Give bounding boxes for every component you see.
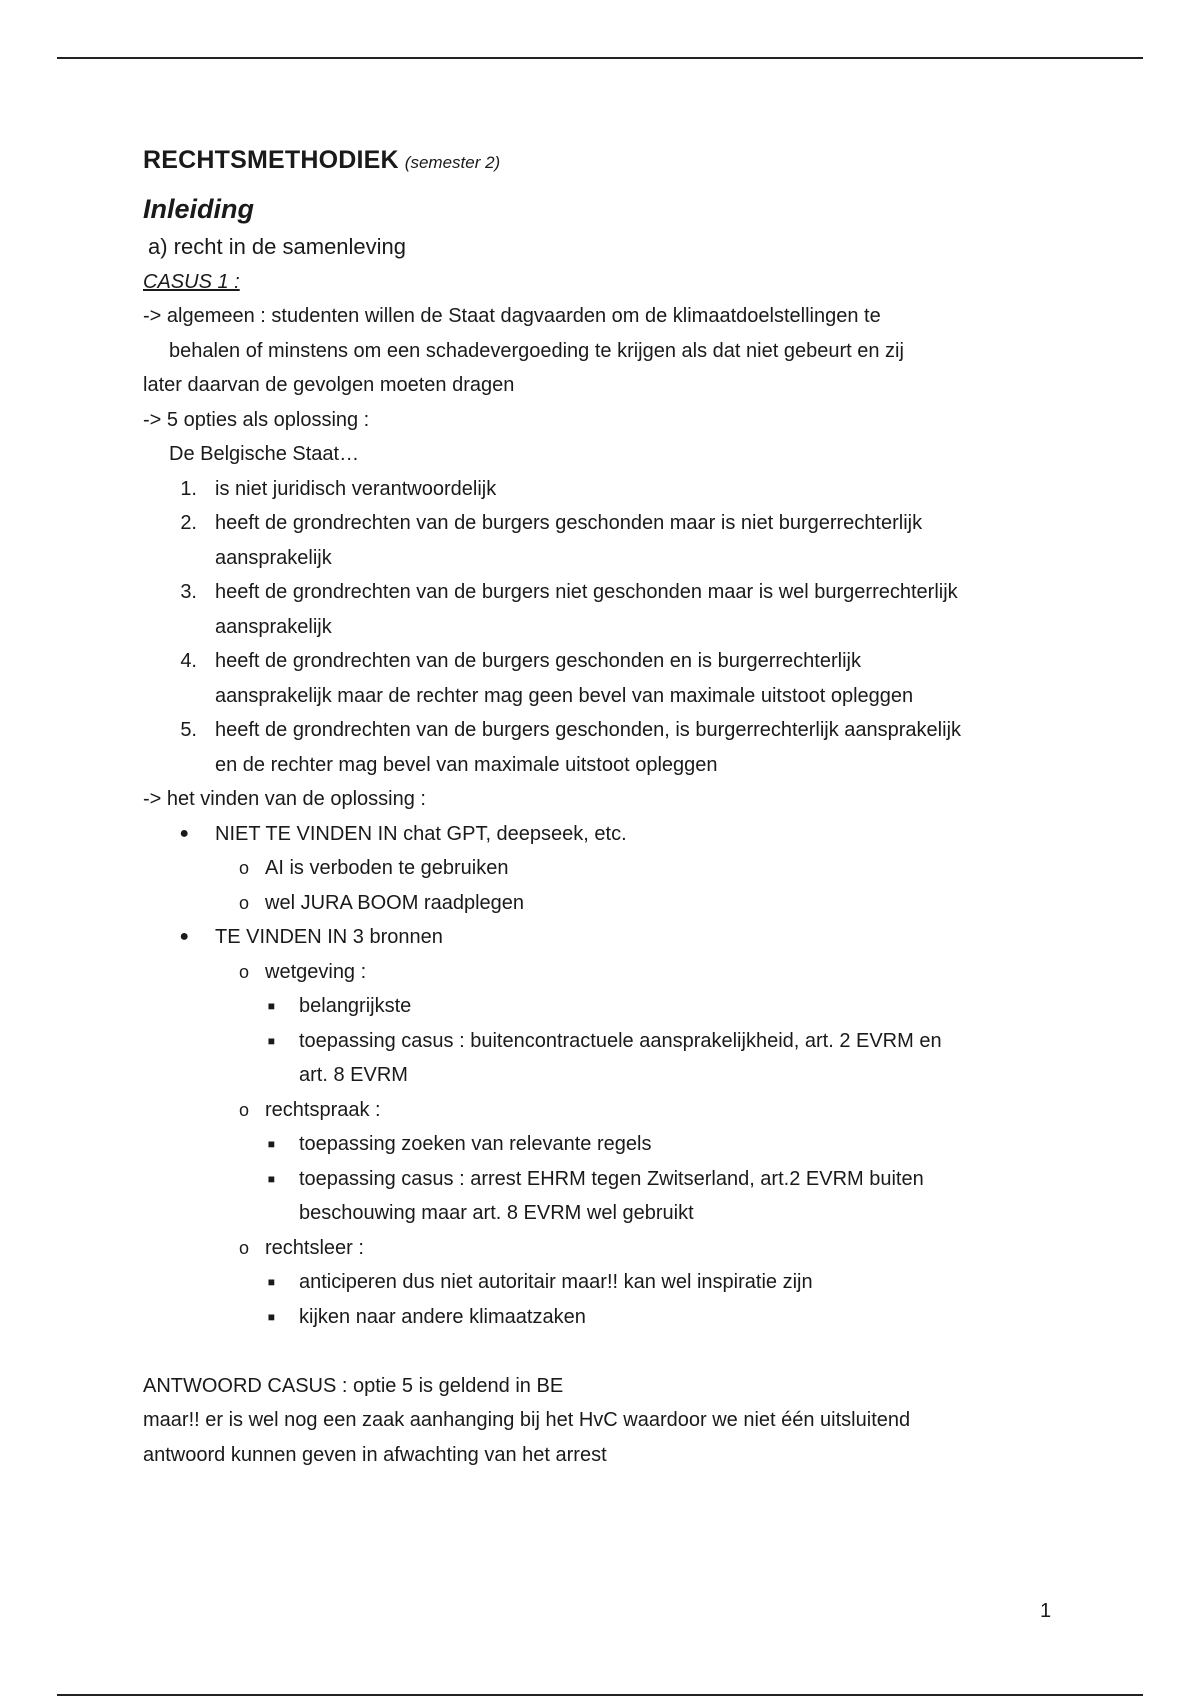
bullet-text: toepassing casus : buitencontractuele aansprakelijkheid, art. 2 EVRM en (299, 1029, 942, 1052)
option-item (143, 472, 1083, 507)
intro-line: -> algemeen : studenten willen de Staat dagvaarden om de klimaatdoelstellingen te (143, 305, 881, 327)
footer-rule (57, 1694, 1143, 1696)
option-item (143, 575, 1083, 610)
list-item (143, 1265, 1083, 1300)
bullet-text-cont: beschouwing maar art. 8 EVRM wel gebruikt (299, 1202, 694, 1224)
option-text: is niet juridisch verantwoordelijk (215, 477, 497, 500)
finding-header: -> het vinden van de oplossing : (143, 788, 426, 810)
bullet-icon: ● (179, 824, 189, 842)
list-item (143, 1093, 1083, 1128)
option-text: heeft de grondrechten van de burgers niet geschonden maar is wel burgerrechterlijk (215, 581, 958, 603)
square-bullet-icon: ■ (267, 1033, 275, 1048)
bullet-text: wel JURA BOOM raadplegen (265, 891, 525, 914)
section-heading: Inleiding (143, 194, 254, 224)
square-bullet-icon: ■ (267, 1171, 275, 1186)
list-item (143, 851, 1083, 886)
answer-line: ANTWOORD CASUS : optie 5 is geldend in BE (143, 1374, 564, 1397)
option-text: heeft de grondrechten van de burgers geschonden en is burgerrechterlijk (215, 650, 861, 672)
option-text-cont: aansprakelijk maar de rechter mag geen bevel van maximale uitstoot opleggen (215, 684, 914, 707)
list-item (143, 1300, 1083, 1335)
option-number: 2. (180, 512, 197, 534)
document-title (143, 146, 1083, 188)
intro-line: later daarvan de gevolgen moeten dragen (143, 374, 515, 396)
option-item (143, 506, 1083, 541)
bullet-text: NIET TE VINDEN IN chat GPT, deepseek, etc. (215, 822, 627, 845)
bullet-text: kijken naar andere klimaatzaken (299, 1305, 586, 1328)
square-bullet-icon: ■ (267, 1275, 275, 1289)
square-bullet-icon: ■ (267, 999, 275, 1013)
bullet-text: anticiperen dus niet autoritair maar!! kan wel inspiratie zijn (299, 1271, 813, 1293)
option-number: 1. (180, 477, 197, 500)
circle-bullet-icon: o (238, 858, 249, 878)
answer-line: antwoord kunnen geven in afwachting van het arrest (143, 1443, 607, 1466)
header-rule (57, 57, 1143, 59)
list-item (143, 920, 1083, 955)
intro-line: behalen of minstens om een schadevergoeding te krijgen als dat niet gebeurt en zij (169, 339, 904, 362)
option-item (143, 644, 1083, 679)
list-item (143, 1024, 1083, 1059)
title-main: RECHTSMETHODIEK (143, 146, 399, 174)
list-item (143, 955, 1083, 990)
option-text-cont: aansprakelijk (215, 615, 332, 638)
bullet-text: belangrijkste (299, 995, 412, 1017)
list-item (143, 1127, 1083, 1162)
square-bullet-icon: ■ (267, 1137, 275, 1151)
spacer (143, 1334, 1083, 1369)
document-page (143, 146, 1083, 1472)
option-number: 3. (180, 581, 197, 603)
circle-bullet-icon: o (238, 892, 249, 913)
circle-bullet-icon: o (238, 1237, 249, 1258)
square-bullet-icon: ■ (267, 1309, 275, 1324)
answer-line: maar!! er is wel nog een zaak aanhanging bij het HvC waardoor we niet één uitsluitend (143, 1409, 911, 1431)
option-text-cont: en de rechter mag bevel van maximale uitstoot opleggen (215, 753, 718, 776)
circle-bullet-icon: o (238, 961, 249, 982)
subsection-heading: a) recht in de samenleving (148, 234, 407, 259)
bullet-text: rechtspraak : (265, 1098, 381, 1121)
bullet-text: toepassing zoeken van relevante regels (299, 1133, 652, 1155)
option-text: heeft de grondrechten van de burgers geschonden maar is niet burgerrechterlijk (215, 512, 923, 534)
title-sub: (semester 2) (404, 153, 501, 172)
options-header: -> 5 opties als oplossing : (143, 408, 370, 431)
page-number: 1 (1040, 1600, 1052, 1622)
casus-label: CASUS 1 : (143, 270, 240, 293)
option-text-cont: aansprakelijk (215, 546, 332, 569)
options-lead: De Belgische Staat… (169, 443, 360, 465)
bullet-text-cont: art. 8 EVRM (299, 1064, 408, 1086)
list-item (143, 817, 1083, 852)
bullet-text: wetgeving : (265, 960, 367, 983)
option-text: heeft de grondrechten van de burgers geschonden, is burgerrechterlijk aansprakelijk (215, 719, 962, 741)
option-item (143, 713, 1083, 748)
list-item (143, 1231, 1083, 1266)
bullet-text: toepassing casus : arrest EHRM tegen Zwitserland, art.2 EVRM buiten (299, 1167, 924, 1190)
bullet-icon: ● (179, 928, 189, 945)
option-number: 5. (180, 719, 197, 741)
bullet-text: TE VINDEN IN 3 bronnen (215, 926, 443, 948)
bullet-text: AI is verboden te gebruiken (265, 857, 509, 879)
option-number: 4. (180, 650, 197, 672)
list-item (143, 989, 1083, 1024)
bullet-text: rechtsleer : (265, 1236, 364, 1259)
circle-bullet-icon: o (238, 1099, 249, 1120)
list-item (143, 1162, 1083, 1197)
list-item (143, 886, 1083, 921)
